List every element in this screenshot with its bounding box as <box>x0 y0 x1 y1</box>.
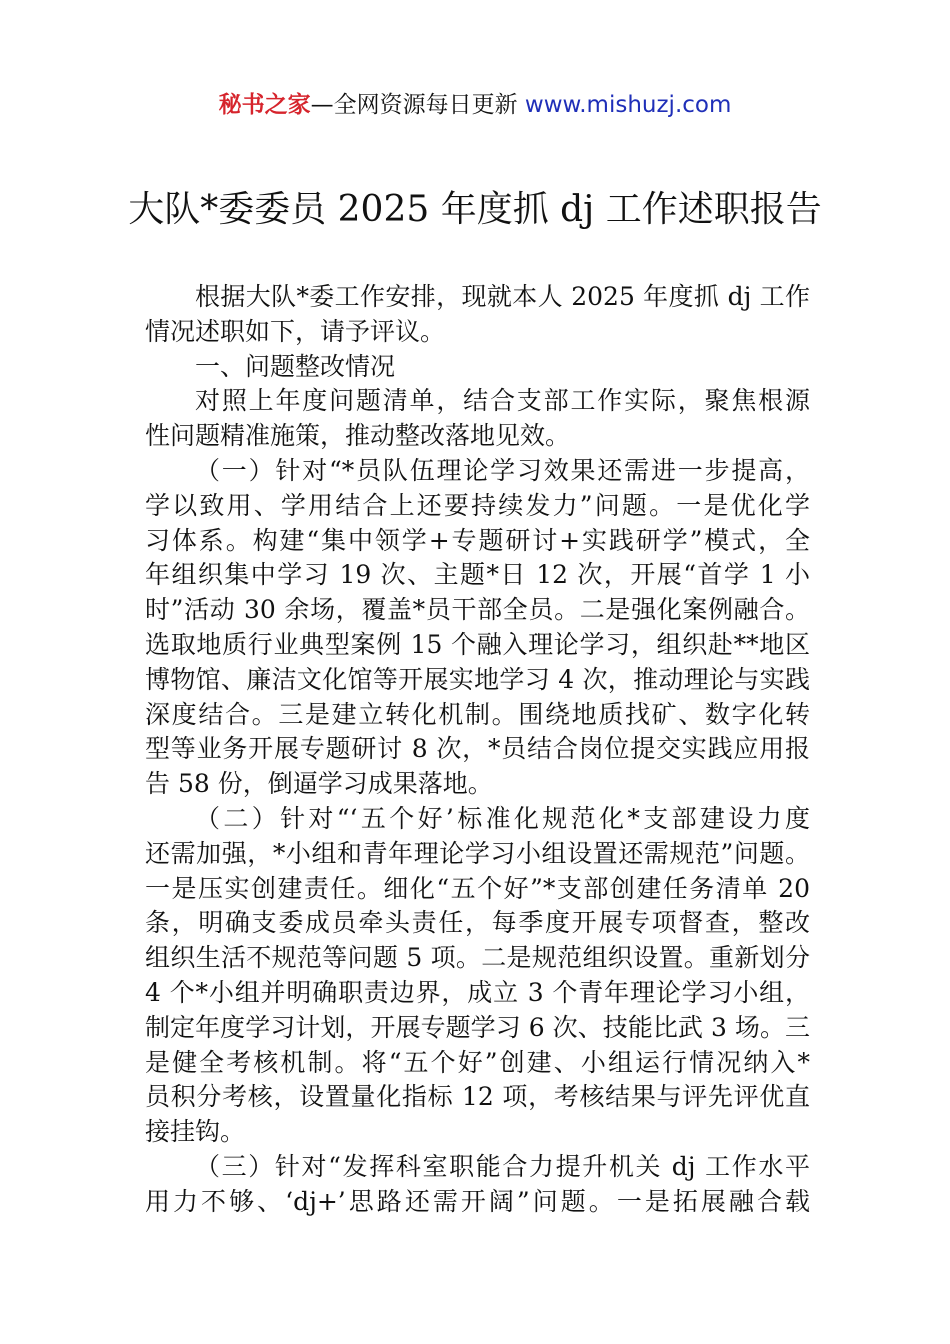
site-header <box>0 88 950 122</box>
paragraph-line: 博物馆、廉洁文化馆等开展实地学习 4 次，推动理论与实践 <box>145 664 810 694</box>
paragraph-line: 条，明确支委成员牵头责任，每季度开展专项督查，整改 <box>145 908 810 938</box>
paragraph-line: （三）针对“发挥科室职能合力提升机关 dj 工作水平 <box>195 1151 810 1181</box>
paragraph-line: 年组织集中学习 19 次、主题*日 12 次，开展“首学 1 小 <box>145 560 810 590</box>
paragraph-line: 组织生活不规范等问题 5 项。二是规范组织设置。重新划分 <box>145 943 810 973</box>
paragraph-line: 接挂钩。 <box>145 1117 246 1147</box>
paragraph-line: 深度结合。三是建立转化机制。围绕地质找矿、数字化转 <box>145 699 810 729</box>
paragraph-line: 性问题精准施策，推动整改落地见效。 <box>145 421 571 451</box>
paragraph-line: 还需加强，*小组和青年理论学习小组设置还需规范”问题。 <box>145 838 810 868</box>
site-url-link[interactable]: www.mishuzj.com <box>524 92 732 118</box>
paragraph-line: 习体系。构建“集中领学+专题研讨+实践研学”模式，全 <box>145 525 810 555</box>
site-tagline: —全网资源每日更新 <box>310 92 525 118</box>
paragraph-line: （二）针对“‘五个好’标准化规范化*支部建设力度 <box>195 803 810 833</box>
paragraph-line: 告 58 份，倒逼学习成果落地。 <box>145 769 493 799</box>
paragraph-line: （一）针对“*员队伍理论学习效果还需进一步提高， <box>195 455 810 485</box>
paragraph-line: 对照上年度问题清单，结合支部工作实际，聚焦根源 <box>195 386 810 416</box>
paragraph-line: 员积分考核，设置量化指标 12 项，考核结果与评先评优直 <box>145 1082 810 1112</box>
paragraph-line: 制定年度学习计划，开展专题学习 6 次、技能比武 3 场。三 <box>145 1012 810 1042</box>
paragraph-line: 时”活动 30 余场，覆盖*员干部全员。二是强化案例融合。 <box>145 595 810 625</box>
paragraph-line: 是健全考核机制。将“五个好”创建、小组运行情况纳入* <box>145 1047 810 1077</box>
paragraph-line: 一是压实创建责任。细化“五个好”*支部创建任务清单 20 <box>145 873 810 903</box>
paragraph-line: 选取地质行业典型案例 15 个融入理论学习，组织赴**地区 <box>145 629 810 659</box>
section-heading: 一、问题整改情况 <box>195 351 396 381</box>
document-title: 大队*委委员 2025 年度抓 dj 工作述职报告 <box>128 189 822 230</box>
paragraph-line: 情况述职如下，请予评议。 <box>145 316 446 346</box>
paragraph-line: 学以致用、学用结合上还要持续发力”问题。一是优化学 <box>145 490 810 520</box>
paragraph-line: 用力不够、‘dj+’思路还需开阔”问题。一是拓展融合载 <box>145 1186 810 1216</box>
site-brand: 秘书之家 <box>218 92 311 118</box>
paragraph-line: 型等业务开展专题研讨 8 次，*员结合岗位提交实践应用报 <box>145 734 810 764</box>
paragraph-line: 4 个*小组并明确职责边界，成立 3 个青年理论学习小组， <box>145 977 810 1007</box>
paragraph-line: 根据大队*委工作安排，现就本人 2025 年度抓 dj 工作 <box>195 282 810 311</box>
document-body <box>145 280 810 1220</box>
